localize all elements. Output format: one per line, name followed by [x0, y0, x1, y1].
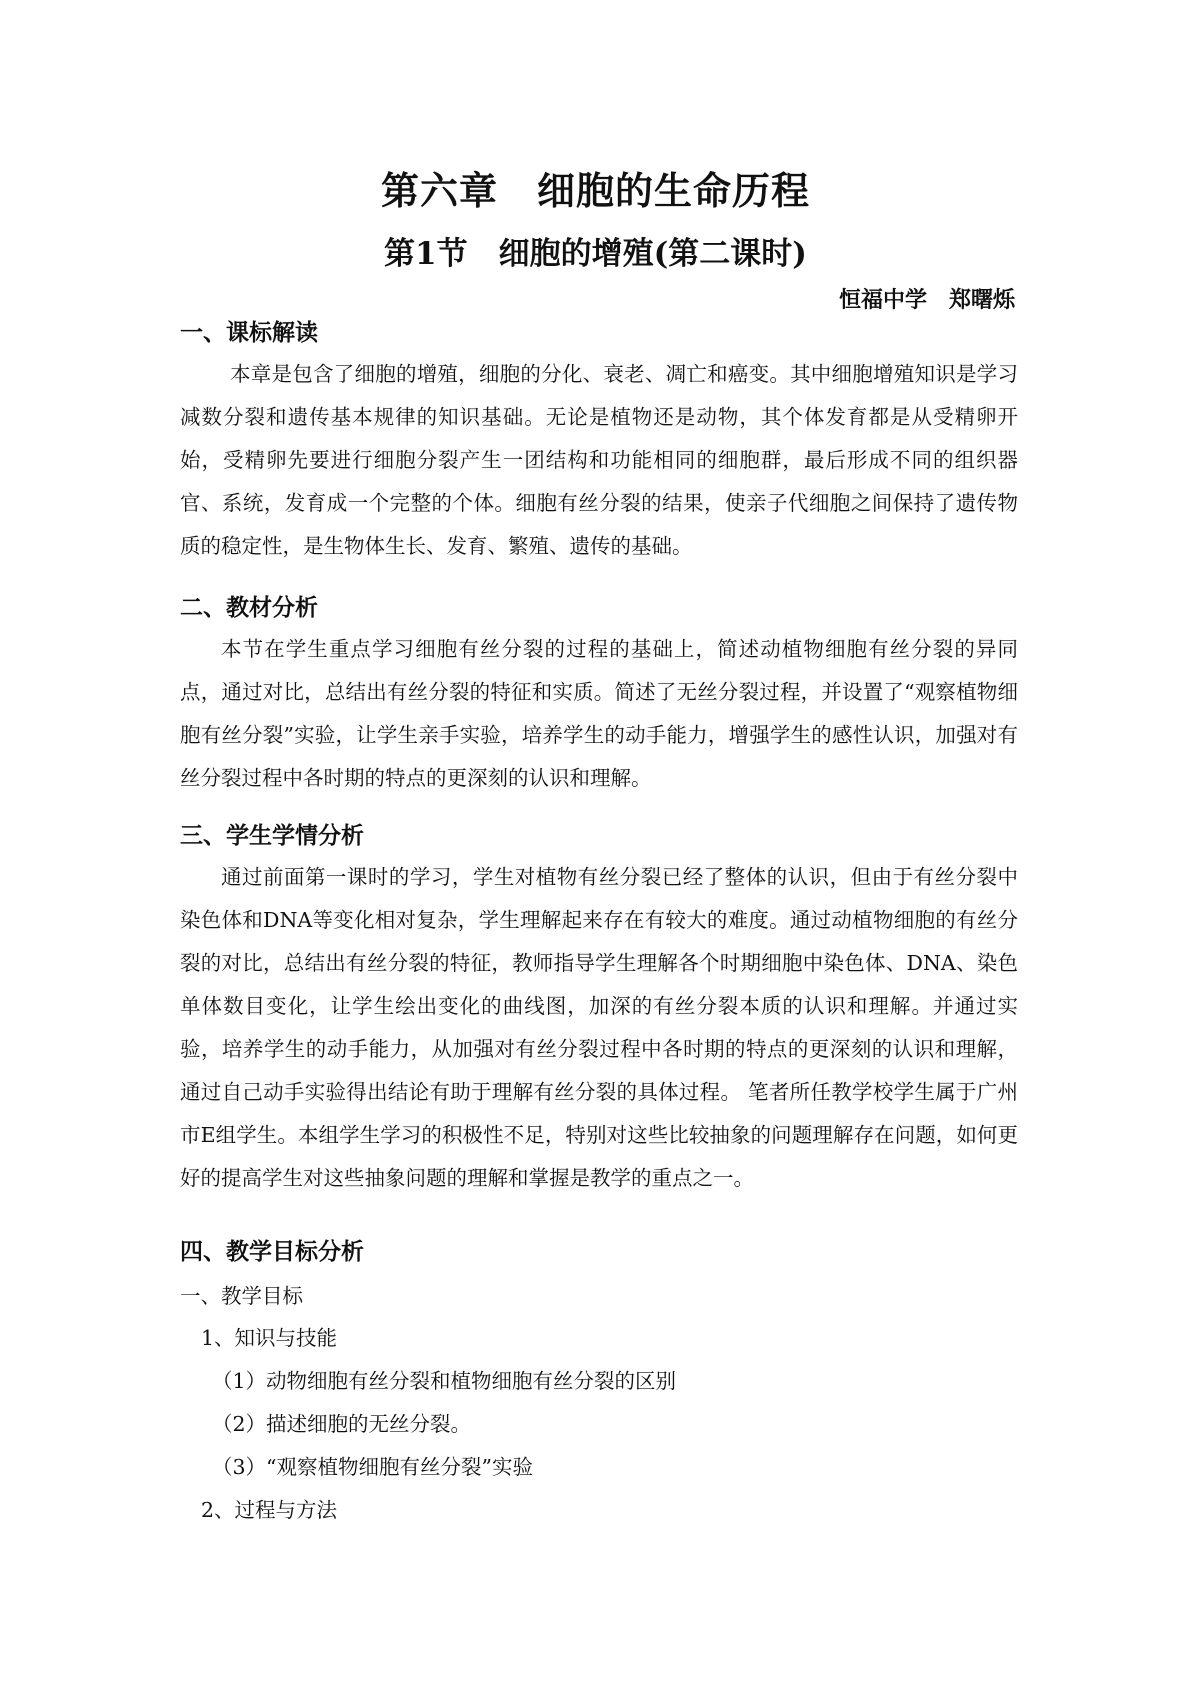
chapter-title: 第六章 细胞的生命历程 [380, 168, 810, 213]
heading-teaching-objectives: 四、教学目标分析 [180, 1238, 364, 1265]
objectives-level1: 一、教学目标 [180, 1284, 303, 1308]
heading-textbook-analysis: 二、教材分析 [180, 594, 318, 621]
paragraph-student-analysis: 通过前面第一课时的学习，学生对植物有丝分裂已经了整体的认识，但由于有丝分裂中染色体和DNA等变化相对复杂，学生理解起来存在有较大的难度。通过动植物细胞的有丝分裂的对比，总结出有丝分裂的特征，教师指导学生理解各个时期细胞中染色体、DNA、染色单体数目变化，让学生绘出变化的曲线图，加深的有丝分裂本质的认识和理解。并通过实验，培养学生的动手能力，从加强对有丝分裂过程中各时期的特点的更深刻的认识和理解，通过自己动手实验得出结论有助于理解有丝分裂的具体过程。 笔者所任教学校学生属于广州市E组学生。本组学生学习的积极性不足，特别对这些比较抽象的问题理解存在问题，如何更好的提高学生对这些抽象问题的理解和掌握是教学的重点之一。 [180, 865, 1018, 1190]
objectives-sub-item-3: （3）“观察植物细胞有丝分裂”实验 [212, 1455, 534, 1479]
heading-curriculum-standards: 一、课标解读 [180, 319, 318, 346]
paragraph-curriculum-standards: 本章是包含了细胞的增殖，细胞的分化、衰老、凋亡和癌变。其中细胞增殖知识是学习减数分裂和遗传基本规律的知识基础。无论是植物还是动物，其个体发育都是从受精卵开始，受精卵先要进行细胞分裂产生一团结构和功能相同的细胞群，最后形成不同的组织器官、系统，发育成一个完整的个体。细胞有丝分裂的结果，使亲子代细胞之间保持了遗传物质的稳定性，是生物体生长、发育、繁殖、遗传的基础。 [180, 362, 1018, 558]
section-title: 第1节 细胞的增殖(第二课时) [384, 236, 807, 272]
author-line: 恒福中学 郑曙烁 [838, 287, 1015, 313]
objectives-sub-item-2: （2）描述细胞的无丝分裂。 [212, 1412, 472, 1436]
objectives-sub-item-1: （1）动物细胞有丝分裂和植物细胞有丝分裂的区别 [212, 1369, 677, 1393]
heading-student-analysis: 三、学生学情分析 [180, 822, 364, 849]
objectives-item-knowledge-skills: 1、知识与技能 [201, 1326, 338, 1350]
objectives-item-process-methods: 2、过程与方法 [201, 1498, 338, 1522]
paragraph-textbook-analysis: 本节在学生重点学习细胞有丝分裂的过程的基础上，简述动植物细胞有丝分裂的异同点，通过对比，总结出有丝分裂的特征和实质。简述了无丝分裂过程，并设置了“观察植物细胞有丝分裂”实验，让学生亲手实验，培养学生的动手能力，增强学生的感性认识，加强对有丝分裂过程中各时期的特点的更深刻的认识和理解。 [180, 637, 1018, 790]
